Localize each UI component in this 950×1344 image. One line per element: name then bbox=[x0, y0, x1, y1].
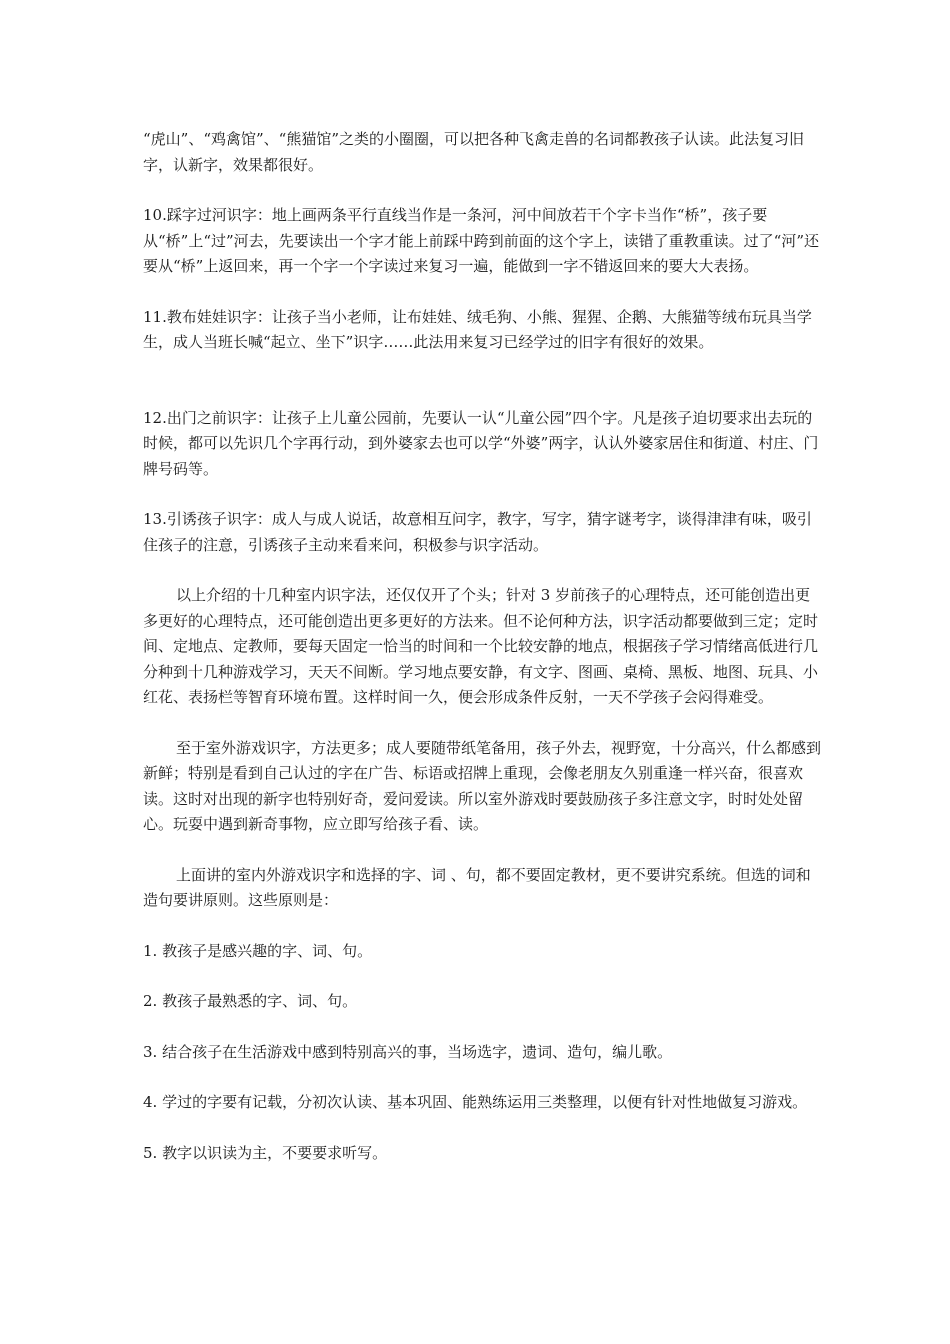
paragraph-principles-intro: 上面讲的室内外游戏识字和选择的字、词 、句，都不要固定教材，更不要讲究系统。但选的词和造句要讲原则。这些原则是： bbox=[143, 865, 811, 909]
principle-item-5: 5. 教字以识读为主，不要要求听写。 bbox=[143, 1143, 388, 1162]
principle-item-4: 4. 学过的字要有记载，分初次认读、基本巩固、能熟练运用三类整理，以便有针对性地做复习游戏。 bbox=[143, 1093, 808, 1111]
principle-item-3: 3. 结合孩子在生活游戏中感到特别高兴的事，当场选字，遗词、造句，编儿歌。 bbox=[143, 1042, 673, 1061]
paragraph-method-12: 12.出门之前识字：让孩子上儿童公园前，先要认一认“儿童公园”四个字。凡是孩子迫切要求出去玩的时候，都可以先识几个字再行动，到外婆家去也可以学“外婆”两字，认认外婆家居住和街道、村庄、门牌号码等。 bbox=[143, 408, 819, 478]
principle-item-1: 1. 教孩子是感兴趣的字、词、句。 bbox=[143, 941, 373, 960]
paragraph-indoor-summary: 以上介绍的十几种室内识字法，还仅仅开了个头；针对 3 岁前孩子的心理特点，还可能创造出更多更好的心理特点，还可能创造出更多更好的方法来。但不论何种方法，识字活动都要做到三定；定时间、定地点、定教师，要每天固定一恰当的时间和一个比较安静的地点，根据孩子学习情绪高低进行几分种到十几种游戏学习，天天不间断。学习地点要安静，有文字、图画、桌椅、黑板、地图、玩具、小红花、表扬栏等智育环境布置。这样时间一久，便会形成条件反射，一天不学孩子会闷得难受。 bbox=[143, 586, 819, 706]
document-body bbox=[143, 127, 823, 1191]
paragraph-method-10: 10.踩字过河识字：地上画两条平行直线当作是一条河，河中间放若干个字卡当作“桥”，孩子要从“桥”上“过”河去，先要读出一个字才能上前踩中跨到前面的这个字上，读错了重教重读。过了“河”还要从“桥”上返回来，再一个字一个字读过来复习一遍，能做到一字不错返回来的要大大表扬。 bbox=[143, 206, 820, 275]
paragraph-method-13: 13.引诱孩子识字：成人与成人说话，故意相互问字，教字，写字，猜字谜考字，谈得津津有味，吸引住孩子的注意，引诱孩子主动来看来问，积极参与识字活动。 bbox=[143, 510, 812, 554]
principle-item-2: 2. 教孩子最熟悉的字、词、句。 bbox=[143, 992, 358, 1010]
paragraph-method-11: 11.教布娃娃识字：让孩子当小老师，让布娃娃、绒毛狗、小熊、猩猩、企鹅、大熊猫等绒布玩具当学生，成人当班长喊“起立、坐下”识字……此法用来复习已经学过的旧字有很好的效果。 bbox=[143, 307, 812, 351]
paragraph-continuation: “虎山”、“鸡禽馆”、“熊猫馆”之类的小圈圈，可以把各种飞禽走兽的名词都教孩子认读。此法复习旧字，认新字，效果都很好。 bbox=[143, 130, 805, 174]
paragraph-outdoor-games: 至于室外游戏识字，方法更多；成人要随带纸笔备用，孩子外去，视野宽，十分高兴，什么都感到新鲜；特别是看到自己认过的字在广告、标语或招牌上重现，会像老朋友久别重逢一样兴奋，很喜欢读。这时对出现的新字也特别好奇，爱问爱读。所以室外游戏时要鼓励孩子多注意文字，时时处处留心。玩耍中遇到新奇事物，应立即写给孩子看、读。 bbox=[143, 738, 822, 833]
